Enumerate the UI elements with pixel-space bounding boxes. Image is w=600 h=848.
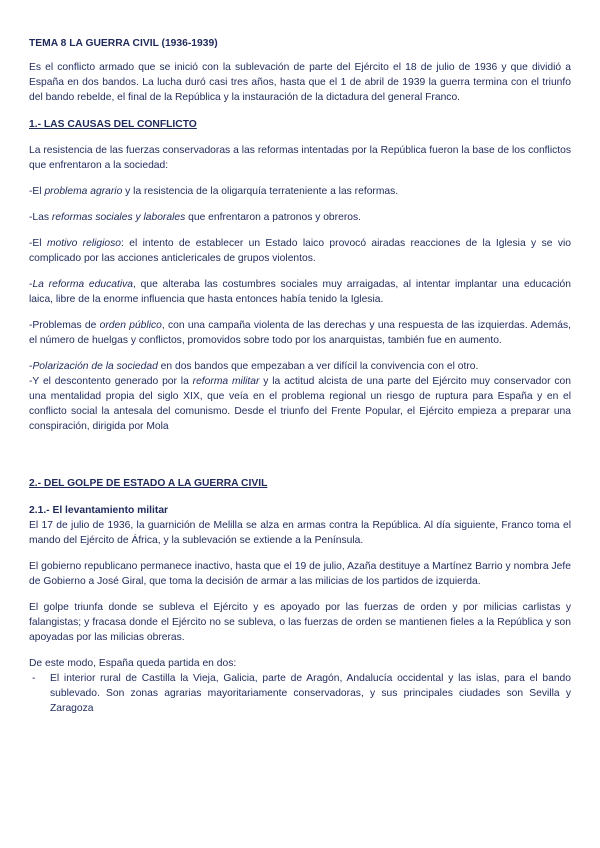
cause-item: -Polarización de la sociedad en dos bandos que empezaban a ver difícil la convivencia con el otro. — [29, 361, 479, 372]
cause-item: -Y el descontento generado por la reforma militar y la actitud alcista de una parte del Ejército muy conservador con una mentalidad propia del siglo XIX, que veía en el problema regional un riesgo de ruptura para España y en el conflicto social la antesala del comunismo. Desde el triunfo del Frente Popular, el Ejército empieza a preparar una conspiración, dirigida por Mola — [29, 376, 571, 432]
intro-paragraph: Es el conflicto armado que se inició con la sublevación de parte del Ejército el 18 de julio de 1936 y que dividió a España en dos bandos. La lucha duró casi tres años, hasta que el 1 de abril de 1939 la guerra termina con el triunfo del bando rebelde, el final de la República y la instauración de la dictadura del general Franco. — [29, 62, 571, 103]
cause-item: -Problemas de orden público, con una campaña violenta de las derechas y una respuesta de las izquierdas. Además, el número de huelgas y conflictos, promovidos sobre todo por los anarquistas, también fue en aumento. — [29, 320, 572, 346]
regions-list — [29, 671, 571, 716]
body-paragraph: El 17 de julio de 1936, la guarnición de Melilla se alza en armas contra la República. Al día siguiente, Franco toma el mando del Ejército de África, y la sublevación se extiende a la Península. — [29, 520, 571, 546]
section-1-heading: 1.- LAS CAUSAS DEL CONFLICTO — [29, 119, 197, 130]
body-paragraph: El gobierno republicano permanece inactivo, hasta que el 19 de julio, Azaña destituye a Martínez Barrio y nombra Jefe de Gobierno a José Giral, que toma la decisión de armar a las milicias de los partidos de izquierda. — [29, 561, 571, 587]
body-paragraph: El golpe triunfa donde se subleva el Ejército y es apoyado por las fuerzas de orden y por milicias carlistas y falangistas; y fracasa donde el Ejército no se subleva, o las fuerzas de orden se mantienen fieles a la República y son apoyadas por las milicias obreras. — [29, 602, 571, 643]
document-title: TEMA 8 LA GUERRA CIVIL (1936-1939) — [29, 38, 218, 49]
list-item-text: El interior rural de Castilla la Vieja, Galicia, parte de Aragón, Andalucía occidental y las islas, para el bando sublevado. Son zonas agrarias mayoritariamente conservadoras, y sus principales ciudades son Sevilla y Zaragoza — [50, 673, 571, 714]
cause-item: -El problema agrario y la resistencia de la oligarquía terrateniente a las reformas. — [29, 186, 399, 197]
cause-item: -Las reformas sociales y laborales que enfrentaron a patronos y obreros. — [29, 212, 361, 223]
cause-item: -El motivo religioso: el intento de establecer un Estado laico provocó airadas reacciones de la Iglesia y se vio complicado por las acciones anticlericales de grupos violentos. — [29, 238, 571, 264]
subsection-2-1-heading: 2.1.- El levantamiento militar — [29, 505, 169, 516]
cause-item: -La reforma educativa, que alteraba las costumbres sociales muy arraigadas, al intentar implantar una educación laica, libre de la enorme influencia que hasta entonces había tenido la Iglesia. — [29, 279, 572, 305]
body-paragraph: De este modo, España queda partida en dos: — [29, 658, 237, 669]
causes-lead-paragraph: La resistencia de las fuerzas conservadoras a las reformas intentadas por la República fueron la base de los conflictos que enfrentaron a la sociedad: — [29, 145, 571, 171]
section-2-heading: 2.- DEL GOLPE DE ESTADO A LA GUERRA CIVIL — [29, 478, 268, 489]
dash-bullet: - — [32, 673, 36, 684]
list-item — [29, 671, 571, 716]
